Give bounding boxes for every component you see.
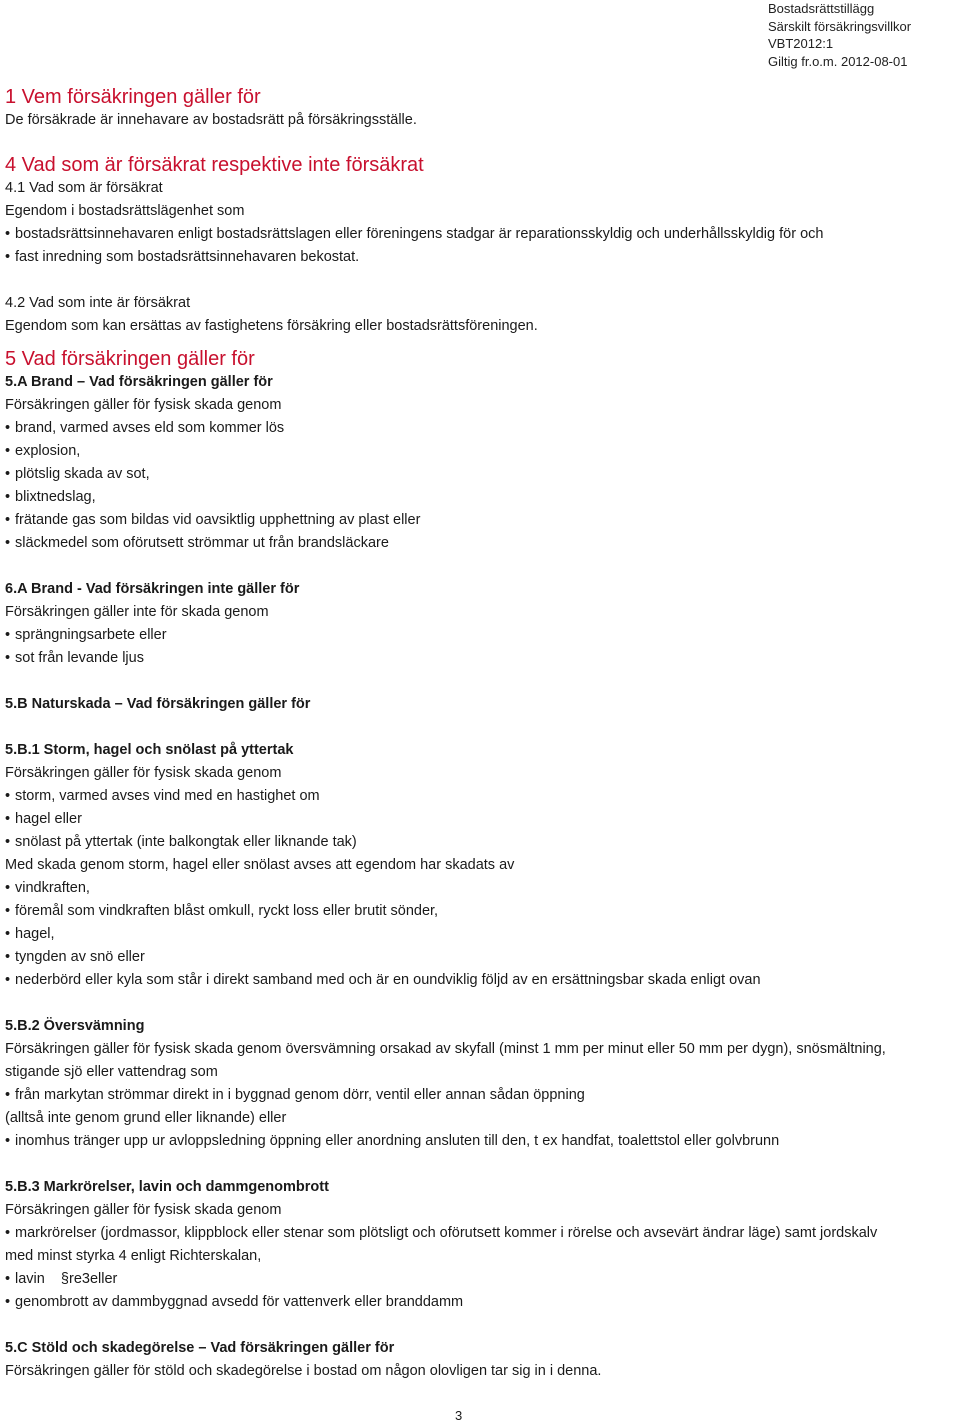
- bullet-icon: •: [5, 1294, 11, 1310]
- list-item: • snölast på yttertak (inte balkongtak eller liknande tak): [5, 831, 945, 854]
- bullet-icon: •: [5, 903, 11, 919]
- section5b2-title: 5.B.2 Översvämning: [5, 1018, 145, 1034]
- section4-2-text: Egendom som kan ersättas av fastighetens försäkring eller bostadsrättsföreningen.: [5, 318, 538, 334]
- bullet-icon: •: [5, 1271, 11, 1287]
- document-body: [5, 86, 945, 1383]
- section5c-title: 5.C Stöld och skadegörelse – Vad försäkringen gäller för: [5, 1340, 395, 1356]
- section4-1-intro: Egendom i bostadsrättslägenhet som: [5, 203, 245, 219]
- page-number: 3: [455, 1408, 463, 1423]
- list-item: • tyngden av snö eller: [5, 946, 945, 969]
- header-product: Bostadsrättstillägg: [768, 1, 875, 16]
- bullet-icon: •: [5, 535, 11, 551]
- section5b1-intro: Försäkringen gäller för fysisk skada genom: [5, 765, 282, 781]
- header-validity: Giltig fr.o.m. 2012-08-01: [768, 53, 908, 69]
- section6a-intro: Försäkringen gäller inte för skada genom: [5, 604, 269, 620]
- bullet-icon: •: [5, 972, 11, 988]
- list-item: • plötslig skada av sot,: [5, 463, 945, 486]
- bullet-icon: •: [5, 1225, 11, 1241]
- section5b3-continuation: med minst styrka 4 enligt Richterskalan,: [5, 1248, 262, 1264]
- section5a-intro: Försäkringen gäller för fysisk skada genom: [5, 397, 282, 413]
- section5b1-mid: Med skada genom storm, hagel eller snölast avses att egendom har skadats av: [5, 857, 515, 873]
- bullet-icon: •: [5, 489, 11, 505]
- bullet-icon: •: [5, 420, 11, 436]
- list-item: • hagel eller: [5, 808, 945, 831]
- bullet-icon: •: [5, 466, 11, 482]
- list-item: • bostadsrättsinnehavaren enligt bostadsrättslagen eller föreningens stadgar är reparationsskyldig och underhållsskyldig för och: [5, 223, 945, 246]
- section5a-title: 5.A Brand – Vad försäkringen gäller för: [5, 374, 273, 390]
- list-item: • blixtnedslag,: [5, 486, 945, 509]
- bullet-icon: •: [5, 650, 11, 666]
- list-item: • hagel,: [5, 923, 945, 946]
- bullet-icon: •: [5, 1133, 11, 1149]
- list-item: • markrörelser (jordmassor, klippblock eller stenar som plötsligt och oförutsett kommer i rörelse och avsevärt ändrar läge) samt jordskalv: [5, 1222, 945, 1245]
- list-item: • genombrott av dammbyggnad avsedd för vattenverk eller branddamm: [5, 1291, 945, 1314]
- bullet-icon: •: [5, 443, 11, 459]
- list-item: • explosion,: [5, 440, 945, 463]
- bullet-icon: •: [5, 788, 11, 804]
- section4-heading: 4 Vad som är försäkrat respektive inte försäkrat: [5, 154, 424, 176]
- bullet-icon: •: [5, 1087, 11, 1103]
- section5b3-intro: Försäkringen gäller för fysisk skada genom: [5, 1202, 282, 1218]
- section1-text: De försäkrade är innehavare av bostadsrätt på försäkringsställe.: [5, 112, 417, 128]
- list-item: • från markytan strömmar direkt in i byggnad genom dörr, ventil eller annan sådan öppning: [5, 1084, 945, 1107]
- list-item: • sprängningsarbete eller: [5, 624, 945, 647]
- section5b2-intro2: stigande sjö eller vattendrag som: [5, 1064, 218, 1080]
- bullet-icon: •: [5, 226, 11, 242]
- section6a-title: 6.A Brand - Vad försäkringen inte gäller för: [5, 581, 300, 597]
- section5b2-intro1: Försäkringen gäller för fysisk skada genom översvämning orsakad av skyfall (minst 1 mm per minut eller 50 mm per dygn), snösmältning,: [5, 1041, 886, 1057]
- bullet-icon: •: [5, 949, 11, 965]
- list-item: • föremål som vindkraften blåst omkull, ryckt loss eller brutit sönder,: [5, 900, 945, 923]
- section5b3-title: 5.B.3 Markrörelser, lavin och dammgenombrott: [5, 1179, 329, 1195]
- list-item: • vindkraften,: [5, 877, 945, 900]
- bullet-icon: •: [5, 926, 11, 942]
- bullet-icon: •: [5, 249, 11, 265]
- list-item: • storm, varmed avses vind med en hastighet om: [5, 785, 945, 808]
- list-item: • släckmedel som oförutsett strömmar ut från brandsläckare: [5, 532, 945, 555]
- list-item: • sot från levande ljus: [5, 647, 945, 670]
- section5b-title: 5.B Naturskada – Vad försäkringen gäller för: [5, 696, 311, 712]
- section5b1-title: 5.B.1 Storm, hagel och snölast på yttertak: [5, 742, 294, 758]
- list-item: • nederbörd eller kyla som står i direkt samband med och är en oundviklig följd av en ersättningsbar skada enligt ovan: [5, 969, 945, 992]
- bullet-icon: •: [5, 811, 11, 827]
- list-item: • inomhus tränger upp ur avloppsledning öppning eller anordning ansluten till den, t ex handfat, toalettstol eller golvbrunn: [5, 1130, 945, 1153]
- section4-1-title: 4.1 Vad som är försäkrat: [5, 180, 163, 196]
- section5b2-note: (alltså inte genom grund eller liknande) eller: [5, 1110, 287, 1126]
- header-conditions: Särskilt försäkringsvillkor VBT2012:1: [768, 18, 912, 51]
- section1-heading: 1 Vem försäkringen gäller för: [5, 86, 261, 108]
- list-item: • frätande gas som bildas vid oavsiktlig upphettning av plast eller: [5, 509, 945, 532]
- section5-heading: 5 Vad försäkringen gäller för: [5, 348, 255, 370]
- section5c-text: Försäkringen gäller för stöld och skadegörelse i bostad om någon olovligen tar sig in i denna.: [5, 1363, 602, 1379]
- section4-2-title: 4.2 Vad som inte är försäkrat: [5, 295, 191, 311]
- bullet-icon: •: [5, 627, 11, 643]
- list-item: • lavin §re3eller: [5, 1268, 945, 1291]
- document-header: [768, 0, 958, 70]
- bullet-icon: •: [5, 512, 11, 528]
- list-item: • brand, varmed avses eld som kommer lös: [5, 417, 945, 440]
- list-item: • fast inredning som bostadsrättsinnehavaren bekostat.: [5, 246, 945, 269]
- bullet-icon: •: [5, 880, 11, 896]
- bullet-icon: •: [5, 834, 11, 850]
